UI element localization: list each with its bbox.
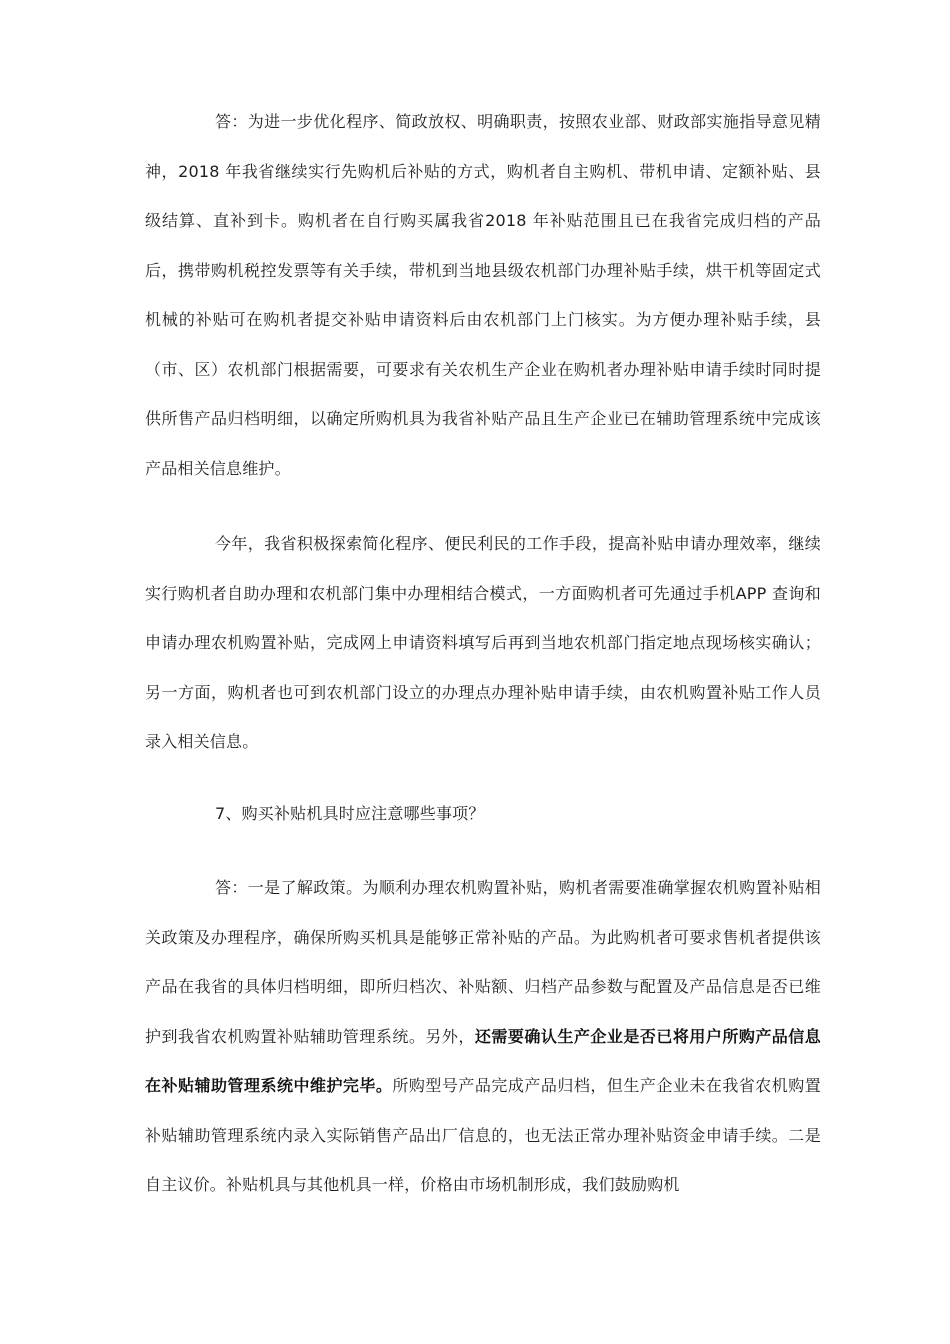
answer-6-paragraph-1: 答：为进一步优化程序、简政放权、明确职责，按照农业部、财政部实施指导意见精神，2018 年我省继续实行先购机后补贴的方式，购机者自主购机、带机申请、定额补贴、县级结算、直补到卡。购机者在自行购买属我省2018 年补贴范围且已在我省完成归档的产品后，携带购机税控发票等有关手续，带机到当地县级农机部门办理补贴手续，烘干机等固定式机械的补贴可在购机者提交补贴申请资料后由农机部门上门核实。为方便办理补贴手续，县（市、区）农机部门根据需要，可要求有关农机生产企业在购机者办理补贴申请手续时同时提供所售产品归档明细，以确定所购机具为我省补贴产品且生产企业已在辅助管理系统中完成该产品相关信息维护。 (145, 112, 821, 478)
answer-7-text-end: 所购型号产品完成产品归档，但生产企业未在我省农机购置补贴辅助管理系统内录入实际销售产品出厂信息的，也无法正常办理补贴资金申请手续。二是自主议价。补贴机具与其他机具一样，价格由市场机制形成，我们鼓励购机 (145, 1076, 821, 1194)
question-7-heading: 7、购买补贴机具时应注意哪些事项？ (215, 804, 485, 823)
answer-7-paragraph (145, 863, 821, 1210)
answer-6-paragraph-2: 今年，我省积极探索简化程序、便民利民的工作手段，提高补贴申请办理效率，继续实行购机者自助办理和农机部门集中办理相结合模式，一方面购机者可先通过手机APP 查询和申请办理农机购置补贴，完成网上申请资料填写后再到当地农机部门指定地点现场核实确认；另一方面，购机者也可到农机部门设立的办理点办理补贴申请手续，由农机购置补贴工作人员录入相关信息。 (145, 534, 821, 751)
answer-7-bold-emphasis: 还需要确认生产企业是否已将用户所购产品信息在补贴辅助管理系统中维护完毕。 (145, 1026, 821, 1095)
answer-7-text-start: 答：一是了解政策。为顺利办理农机购置补贴，购机者需要准确掌握农机购置补贴相关政策及办理程序，确保所购买机具是能够正常补贴的产品。为此购机者可要求售机者提供该产品在我省的具体归档明细，即所归档次、补贴额、归档产品参数与配置及产品信息是否已维护到我省农机购置补贴辅助管理系统。另外， (145, 878, 821, 1046)
